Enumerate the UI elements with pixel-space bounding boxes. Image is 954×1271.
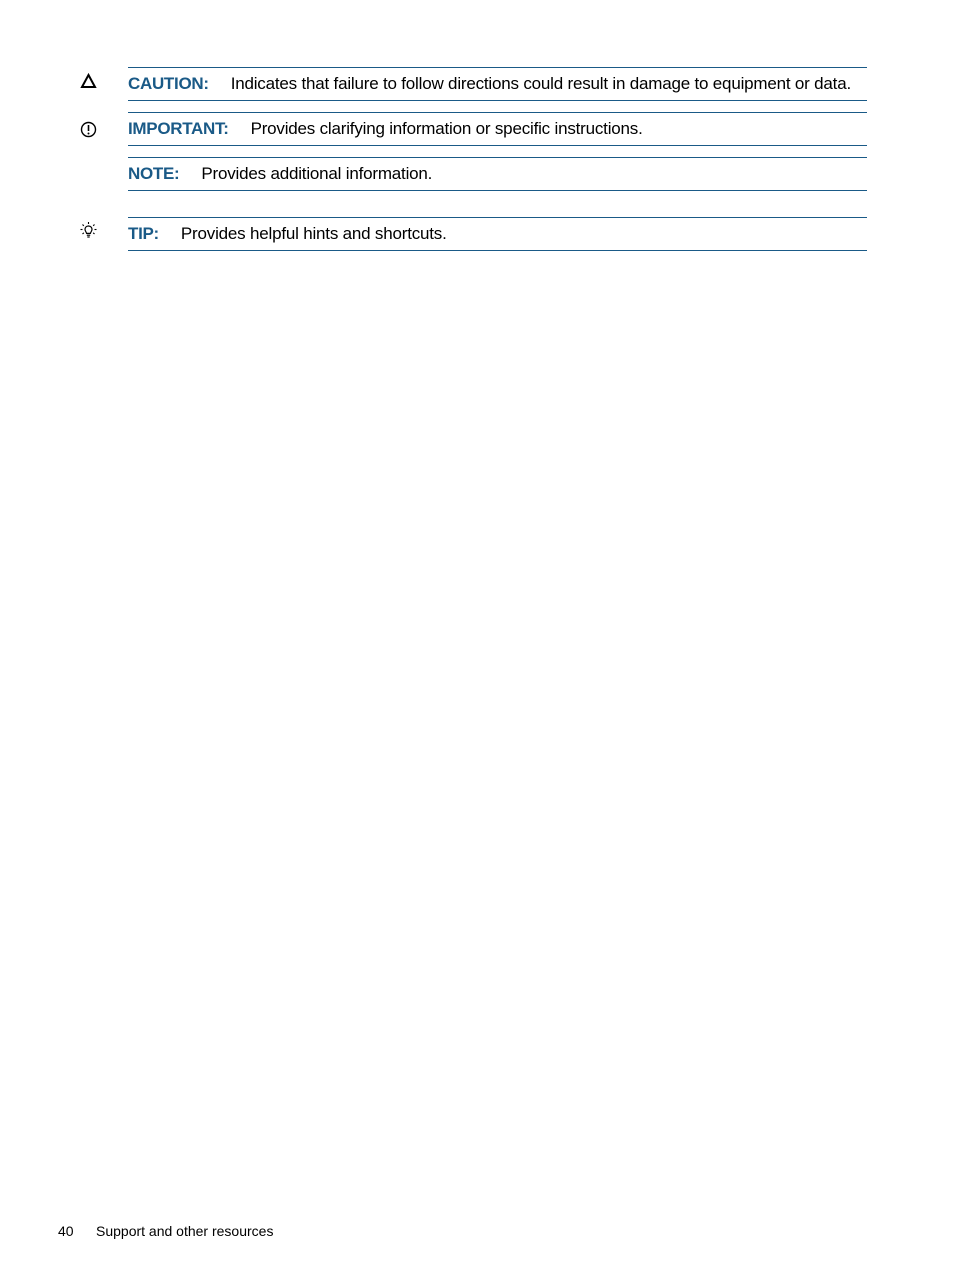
caution-notice bbox=[128, 67, 867, 101]
caution-triangle-icon bbox=[79, 72, 98, 91]
lightbulb-icon bbox=[79, 221, 98, 240]
note-text: Provides additional information. bbox=[201, 164, 433, 183]
important-notice bbox=[128, 112, 867, 146]
note-notice bbox=[128, 157, 867, 191]
tip-text: Provides helpful hints and shortcuts. bbox=[180, 224, 447, 243]
tip-label: TIP: bbox=[128, 224, 159, 243]
important-text: Provides clarifying information or specific instructions. bbox=[250, 119, 643, 138]
footer-section-title: Support and other resources bbox=[96, 1223, 274, 1239]
important-exclamation-icon bbox=[79, 120, 98, 139]
caution-label: CAUTION: bbox=[128, 74, 209, 93]
page-footer bbox=[58, 1223, 273, 1239]
note-label: NOTE: bbox=[128, 164, 180, 183]
caution-text: Indicates that failure to follow directions could result in damage to equipment or data. bbox=[230, 74, 851, 93]
important-label: IMPORTANT: bbox=[128, 119, 229, 138]
page-number: 40 bbox=[58, 1223, 74, 1239]
tip-notice bbox=[128, 217, 867, 251]
